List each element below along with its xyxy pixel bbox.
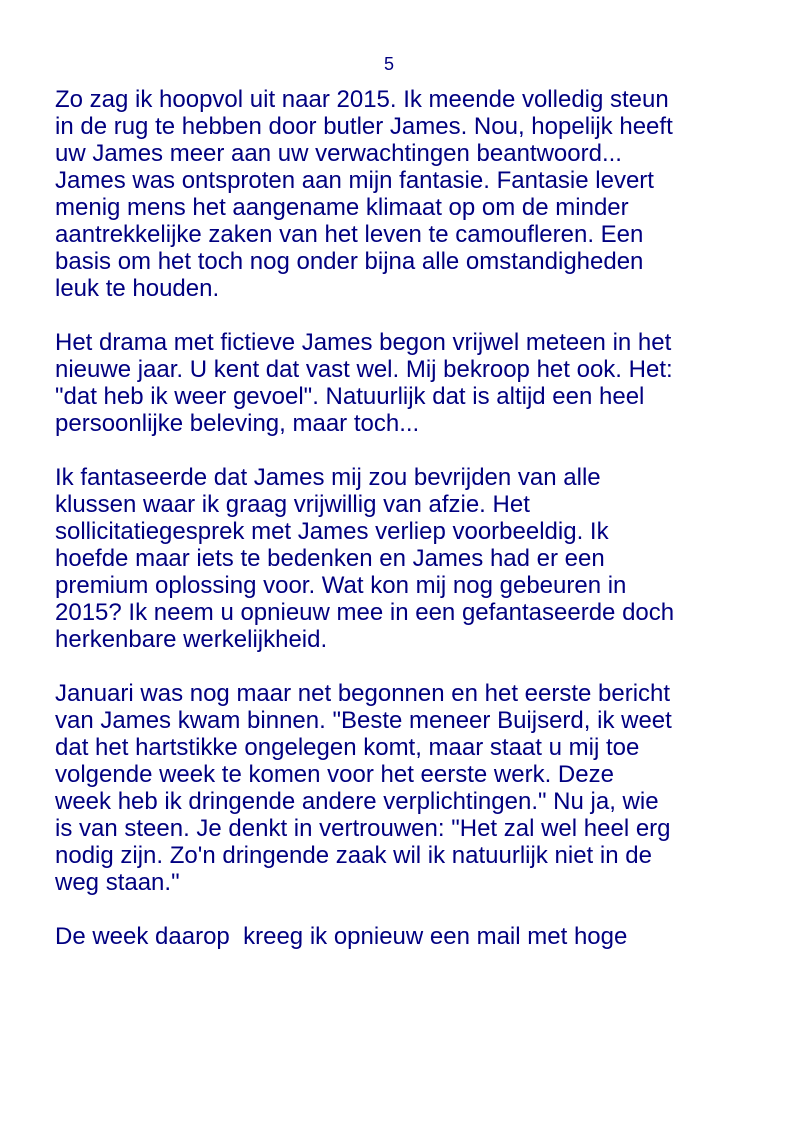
text-line: in de rug te hebben door butler James. Nou, hopelijk heeft xyxy=(55,113,673,140)
text-line: is van steen. Je denkt in vertrouwen: "Het zal wel heel erg xyxy=(55,815,671,842)
text-line: van James kwam binnen. "Beste meneer Buijserd, ik weet xyxy=(55,707,672,734)
text-line: aantrekkelijke zaken van het leven te camoufleren. Een xyxy=(55,221,644,248)
text-line: klussen waar ik graag vrijwillig van afzie. Het xyxy=(55,491,530,518)
text-line: persoonlijke beleving, maar toch... xyxy=(55,410,420,437)
page-number: 5 xyxy=(383,54,394,74)
text-line: herkenbare werkelijkheid. xyxy=(55,626,328,653)
text-line: premium oplossing voor. Wat kon mij nog gebeuren in xyxy=(55,572,627,599)
text-line: weg staan." xyxy=(55,869,180,896)
text-line: leuk te houden. xyxy=(55,275,220,302)
text-line: week heb ik dringende andere verplichtingen." Nu ja, wie xyxy=(55,788,659,815)
paragraph-4 xyxy=(55,680,785,896)
text-line: Zo zag ik hoopvol uit naar 2015. Ik meende volledig steun xyxy=(55,86,669,113)
text-line: sollicitatiegesprek met James verliep voorbeeldig. Ik xyxy=(55,518,609,545)
text-line: dat het hartstikke ongelegen komt, maar staat u mij toe xyxy=(55,734,640,761)
text-line: Januari was nog maar net begonnen en het eerste bericht xyxy=(55,680,671,707)
paragraph-5 xyxy=(55,923,785,950)
text-line: De week daarop kreeg ik opnieuw een mail met hoge xyxy=(55,923,628,950)
text-line: Het drama met fictieve James begon vrijwel meteen in het xyxy=(55,329,672,356)
paragraph-1 xyxy=(55,86,785,302)
text-line: hoefde maar iets te bedenken en James had er een xyxy=(55,545,605,572)
paragraph-2 xyxy=(55,329,785,437)
document-body xyxy=(55,86,785,950)
text-line: "dat heb ik weer gevoel". Natuurlijk dat is altijd een heel xyxy=(55,383,645,410)
text-line: volgende week te komen voor het eerste werk. Deze xyxy=(55,761,614,788)
text-line: uw James meer aan uw verwachtingen beantwoord... xyxy=(55,140,622,167)
text-line: basis om het toch nog onder bijna alle omstandigheden xyxy=(55,248,644,275)
paragraph-3 xyxy=(55,464,785,653)
text-line: 2015? Ik neem u opnieuw mee in een gefantaseerde doch xyxy=(55,599,675,626)
text-line: James was ontsproten aan mijn fantasie. Fantasie levert xyxy=(55,167,654,194)
text-line: menig mens het aangename klimaat op om de minder xyxy=(55,194,629,221)
text-line: nieuwe jaar. U kent dat vast wel. Mij bekroop het ook. Het: xyxy=(55,356,673,383)
text-line: Ik fantaseerde dat James mij zou bevrijden van alle xyxy=(55,464,601,491)
text-line: nodig zijn. Zo'n dringende zaak wil ik natuurlijk niet in de xyxy=(55,842,652,869)
